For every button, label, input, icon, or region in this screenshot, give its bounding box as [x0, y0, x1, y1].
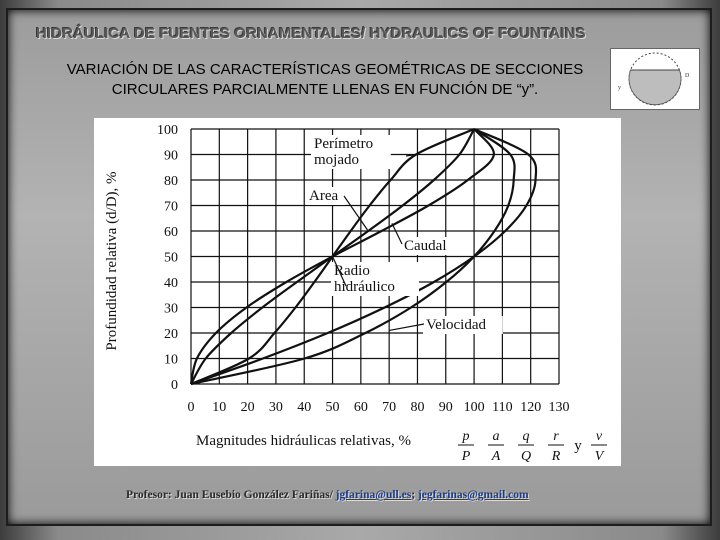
y-tick-label: 40 [164, 276, 178, 291]
annotation-label: Perímetro [314, 136, 374, 152]
footer-email-1[interactable]: jgfarina@ull.es [335, 489, 412, 501]
hydraulic-chart [94, 118, 621, 466]
chart-panel [94, 118, 621, 466]
footer-author: Profesor: Juan Eusebio González Fariñas/ [126, 489, 336, 501]
x-tick-label: 80 [410, 400, 425, 415]
y-tick-label: 50 [164, 250, 178, 266]
x-tick-label: 100 [463, 400, 485, 415]
x-tick-label: 110 [492, 400, 513, 415]
slide-title: HIDRÁULICA DE FUENTES ORNAMENTALES/ HYDRAULICS OF FOUNTAINS [36, 25, 586, 42]
ratio-conjunction: y [574, 438, 582, 454]
circular-section-diagram [610, 48, 700, 110]
annotation-label: Area [309, 188, 339, 204]
y-tick-label: 20 [164, 327, 178, 342]
footer-email-2[interactable]: jegfarinas@gmail.com [417, 489, 529, 501]
ratio-denominator: P [461, 449, 471, 464]
x-tick-label: 70 [382, 400, 397, 415]
y-axis-label: Profundidad relativa (d/D), % [104, 171, 120, 351]
circular-section-svg [611, 49, 699, 109]
y-tick-label: 30 [164, 301, 178, 317]
slide-subtitle [40, 60, 610, 100]
subtitle-line-1: VARIACIÓN DE LAS CARACTERÍSTICAS GEOMÉTRICAS DE SECCIONES [66, 61, 584, 78]
annotation-label: mojado [314, 152, 359, 168]
x-tick-label: 30 [268, 400, 283, 415]
x-tick-label: 20 [240, 400, 255, 415]
thumb-d-label: D [685, 73, 690, 79]
x-axis-label: Magnitudes hidráulicas relativas, % [196, 433, 411, 449]
thumb-y-label: y [618, 85, 621, 91]
ratio-denominator: A [491, 449, 501, 464]
x-tick-label: 90 [438, 400, 453, 415]
y-tick-label: 100 [157, 123, 178, 138]
annotation-label: Radio [334, 263, 370, 279]
x-tick-label: 50 [325, 400, 340, 415]
annotation-leader [389, 324, 424, 330]
ratio-denominator: R [551, 449, 561, 464]
footer-separator: ; [411, 489, 418, 501]
y-tick-label: 90 [164, 148, 178, 164]
y-tick-label: 60 [164, 225, 178, 240]
ratio-numerator: q [522, 429, 530, 444]
x-tick-label: 10 [212, 400, 227, 415]
annotation-label: hidráulico [334, 279, 395, 295]
annotation-label: Caudal [404, 238, 447, 254]
ratio-numerator: a [492, 429, 500, 444]
y-tick-label: 0 [171, 378, 178, 393]
x-tick-label: 40 [297, 400, 312, 415]
water-fill [629, 70, 681, 105]
ratio-denominator: Q [520, 449, 532, 464]
x-tick-label: 130 [548, 400, 570, 415]
x-tick-label: 0 [187, 400, 195, 415]
ratio-numerator: v [595, 429, 603, 444]
x-tick-label: 120 [520, 400, 542, 415]
x-tick-label: 60 [353, 400, 368, 415]
subtitle-line-2: CIRCULARES PARCIALMENTE LLENAS EN FUNCIÓN DE “y”. [111, 81, 539, 98]
ratio-numerator: p [462, 429, 470, 444]
annotation-leader [392, 223, 402, 244]
y-tick-label: 80 [164, 174, 178, 189]
y-tick-label: 70 [164, 199, 178, 215]
footer [126, 489, 686, 501]
y-tick-label: 10 [164, 352, 178, 368]
ratio-symbols [458, 429, 607, 464]
ratio-denominator: V [594, 449, 604, 464]
annotation-label: Velocidad [426, 317, 486, 333]
ratio-numerator: r [553, 429, 559, 444]
